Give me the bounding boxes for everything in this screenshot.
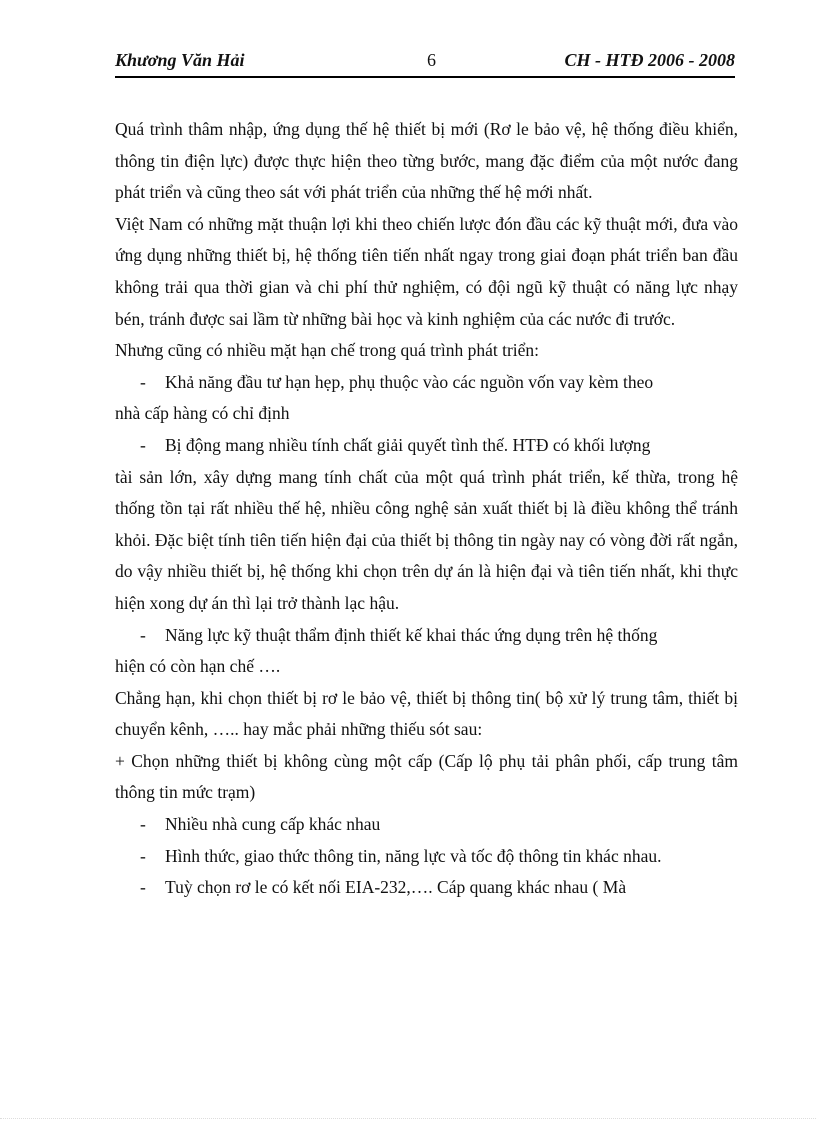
page-header [115,46,735,78]
page-bottom-rule [0,1118,816,1119]
bullet-dash: - [140,845,146,866]
paragraph-limitations-intro: Nhưng cũng có nhiều mặt hạn chế trong quá trình phát triển: [115,340,540,361]
bullet-capability-continuation: hiện có còn hạn chế …. [115,656,281,677]
bullet-dash: - [140,371,146,392]
bullet-protocols [115,841,738,873]
bullet-dash: - [140,624,146,645]
bullet-capability [115,620,738,652]
paragraph-intro: Quá trình thâm nhập, ứng dụng thế hệ thiết bị mới (Rơ le bảo vệ, hệ thống điều khiển, thông tin điện lực) được thực hiện theo từng bước, mang đặc điểm của một nước đang phát triển và cũng theo sát với phát triển của những thế hệ mới nhất. [115,119,738,203]
paragraph-example: Chẳng hạn, khi chọn thiết bị rơ le bảo vệ, thiết bị thông tin( bộ xử lý trung tâm, thiết bị chuyển kênh, ….. hay mắc phải những thiếu sót sau: [115,687,738,740]
bullet-relay-options [115,872,738,904]
bullet-investment-continuation: nhà cấp hàng có chỉ định [115,403,290,424]
page-number: 6 [427,50,436,70]
paragraph-advantages: Việt Nam có những mặt thuận lợi khi theo chiến lược đón đầu các kỹ thuật mới, đưa vào ứng dụng những thiết bị, hệ thống tiên tiến nhất ngay trong giai đoạn phát triển ban đầu không trải qua thời gian và chi phí thử nghiệm, có đội ngũ kỹ thuật có năng lực nhạy bén, tránh được sai lầm từ những bài học và kinh nghiệm của các nước đi trước. [115,213,738,329]
bullet-text: Bị động mang nhiều tính chất giải quyết tình thế. HTĐ có khối lượng [165,434,651,455]
bullet-text: Hình thức, giao thức thông tin, năng lực và tốc độ thông tin khác nhau. [165,845,662,866]
bullet-suppliers [115,809,738,841]
paragraph-choice: + Chọn những thiết bị không cùng một cấp (Cấp lộ phụ tải phân phối, cấp trung tâm thông tin mức trạm) [115,750,738,803]
bullet-passive-continuation: tài sản lớn, xây dựng mang tính chất của một quá trình phát triển, kế thừa, trong hệ thống tồn tại rất nhiều thế hệ, nhiều công nghệ sản xuất thiết bị là điều không thể tránh khỏi. Đặc biệt tính tiên tiến hiện đại của thiết bị thông tin ngày nay có vòng đời rất ngắn, do vậy nhiều thiết bị, hệ thống khi chọn trên dự án là hiện đại và tiên tiến nhất, khi thực hiện xong dự án thì lại trở thành lạc hậu. [115,466,738,613]
header-course: CH - HTĐ 2006 - 2008 [564,50,735,70]
bullet-investment [115,367,738,399]
bullet-text: Nhiều nhà cung cấp khác nhau [165,814,381,835]
bullet-dash: - [140,434,146,455]
bullet-text: Năng lực kỹ thuật thẩm định thiết kế khai thác ứng dụng trên hệ thống [165,624,658,645]
bullet-text: Tuỳ chọn rơ le có kết nối EIA-232,…. Cáp quang khác nhau ( Mà [165,877,627,898]
bullet-text: Khả năng đầu tư hạn hẹp, phụ thuộc vào các nguồn vốn vay kèm theo [165,371,654,392]
bullet-dash: - [140,877,146,898]
document-body [115,114,738,904]
header-author: Khương Văn Hải [115,50,245,70]
bullet-dash: - [140,814,146,835]
bullet-passive [115,430,738,462]
